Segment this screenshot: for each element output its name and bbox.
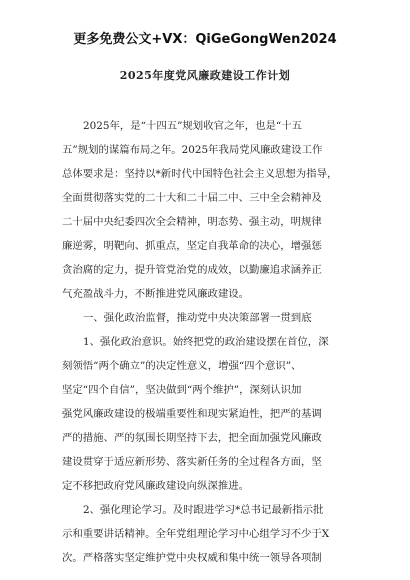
paragraph-line: 次。严格落实坚定维护党中央权威和集中统一领导各项制 xyxy=(62,552,322,564)
paragraph-line: 建设贯穿于适应新形势、落实新任务的全过程各方面，坚 xyxy=(62,456,322,468)
paragraph-line: 1、强化政治意识。始终把党的政治建设摆在首位，深 xyxy=(83,336,329,348)
section-heading-line: 一、强化政治监督，推动党中央决策部署一贯到底 xyxy=(83,312,312,324)
paragraph-line: 刻领悟“两个确立”的决定性意义，增强“四个意识”、 xyxy=(62,360,302,372)
paragraph-line: 廉逆雾，明靶向、抓重点，坚定自我革命的决心，增强惩 xyxy=(62,240,322,252)
paragraph-line: 严的措施、严的氛围长期坚持下去，把全面加强党风廉政 xyxy=(62,432,322,444)
paragraph-line: 强党风廉政建设的极端重要性和现实紧迫性，把严的基调 xyxy=(62,408,322,420)
document-body xyxy=(62,114,354,570)
paragraph-line: 2、强化理论学习。及时跟进学习*总书记最新指示批 xyxy=(83,504,324,516)
paragraph-intro xyxy=(62,114,354,306)
paragraph-line: 示和重要讲话精神。全年党组理论学习中心组学习不少于X xyxy=(62,528,330,540)
paragraph-line: 贪治腐的定力，提升管党治党的成效，以勤廉追求涵养正 xyxy=(62,264,322,276)
paragraph-line: 全面贯彻落实党的二十大和二十届二中、三中全会精神及 xyxy=(62,192,322,204)
paragraph-line: 坚定“四个自信”，坚决做到“两个维护”，深刻认识加 xyxy=(62,384,302,396)
document-title: 2025年度党风廉政建设工作计划 xyxy=(119,69,291,82)
paragraph-line: 气充盈战斗力，不断推进党风廉政建设。 xyxy=(62,288,250,300)
paragraph-political-awareness xyxy=(62,330,354,498)
paragraph-line: 总体要求是：坚持以*新时代中国特色社会主义思想为指导， xyxy=(62,168,338,180)
section-heading xyxy=(62,306,354,330)
paragraph-theory-study xyxy=(62,498,354,570)
paragraph-line: 2025年，是“十四五”规划收官之年，也是“十五 xyxy=(83,120,303,132)
paragraph-line: 定不移把政府党风廉政建设向纵深推进。 xyxy=(62,480,250,492)
paragraph-line: 五”规划的谋篇布局之年。2025年我局党风廉政建设工作 xyxy=(62,144,323,156)
paragraph-line: 二十届中央纪委四次全会精神，明态势、强主动，明规律 xyxy=(62,216,322,228)
watermark-header: 更多免费公文+VX：QiGeGongWen2024 xyxy=(73,32,337,47)
